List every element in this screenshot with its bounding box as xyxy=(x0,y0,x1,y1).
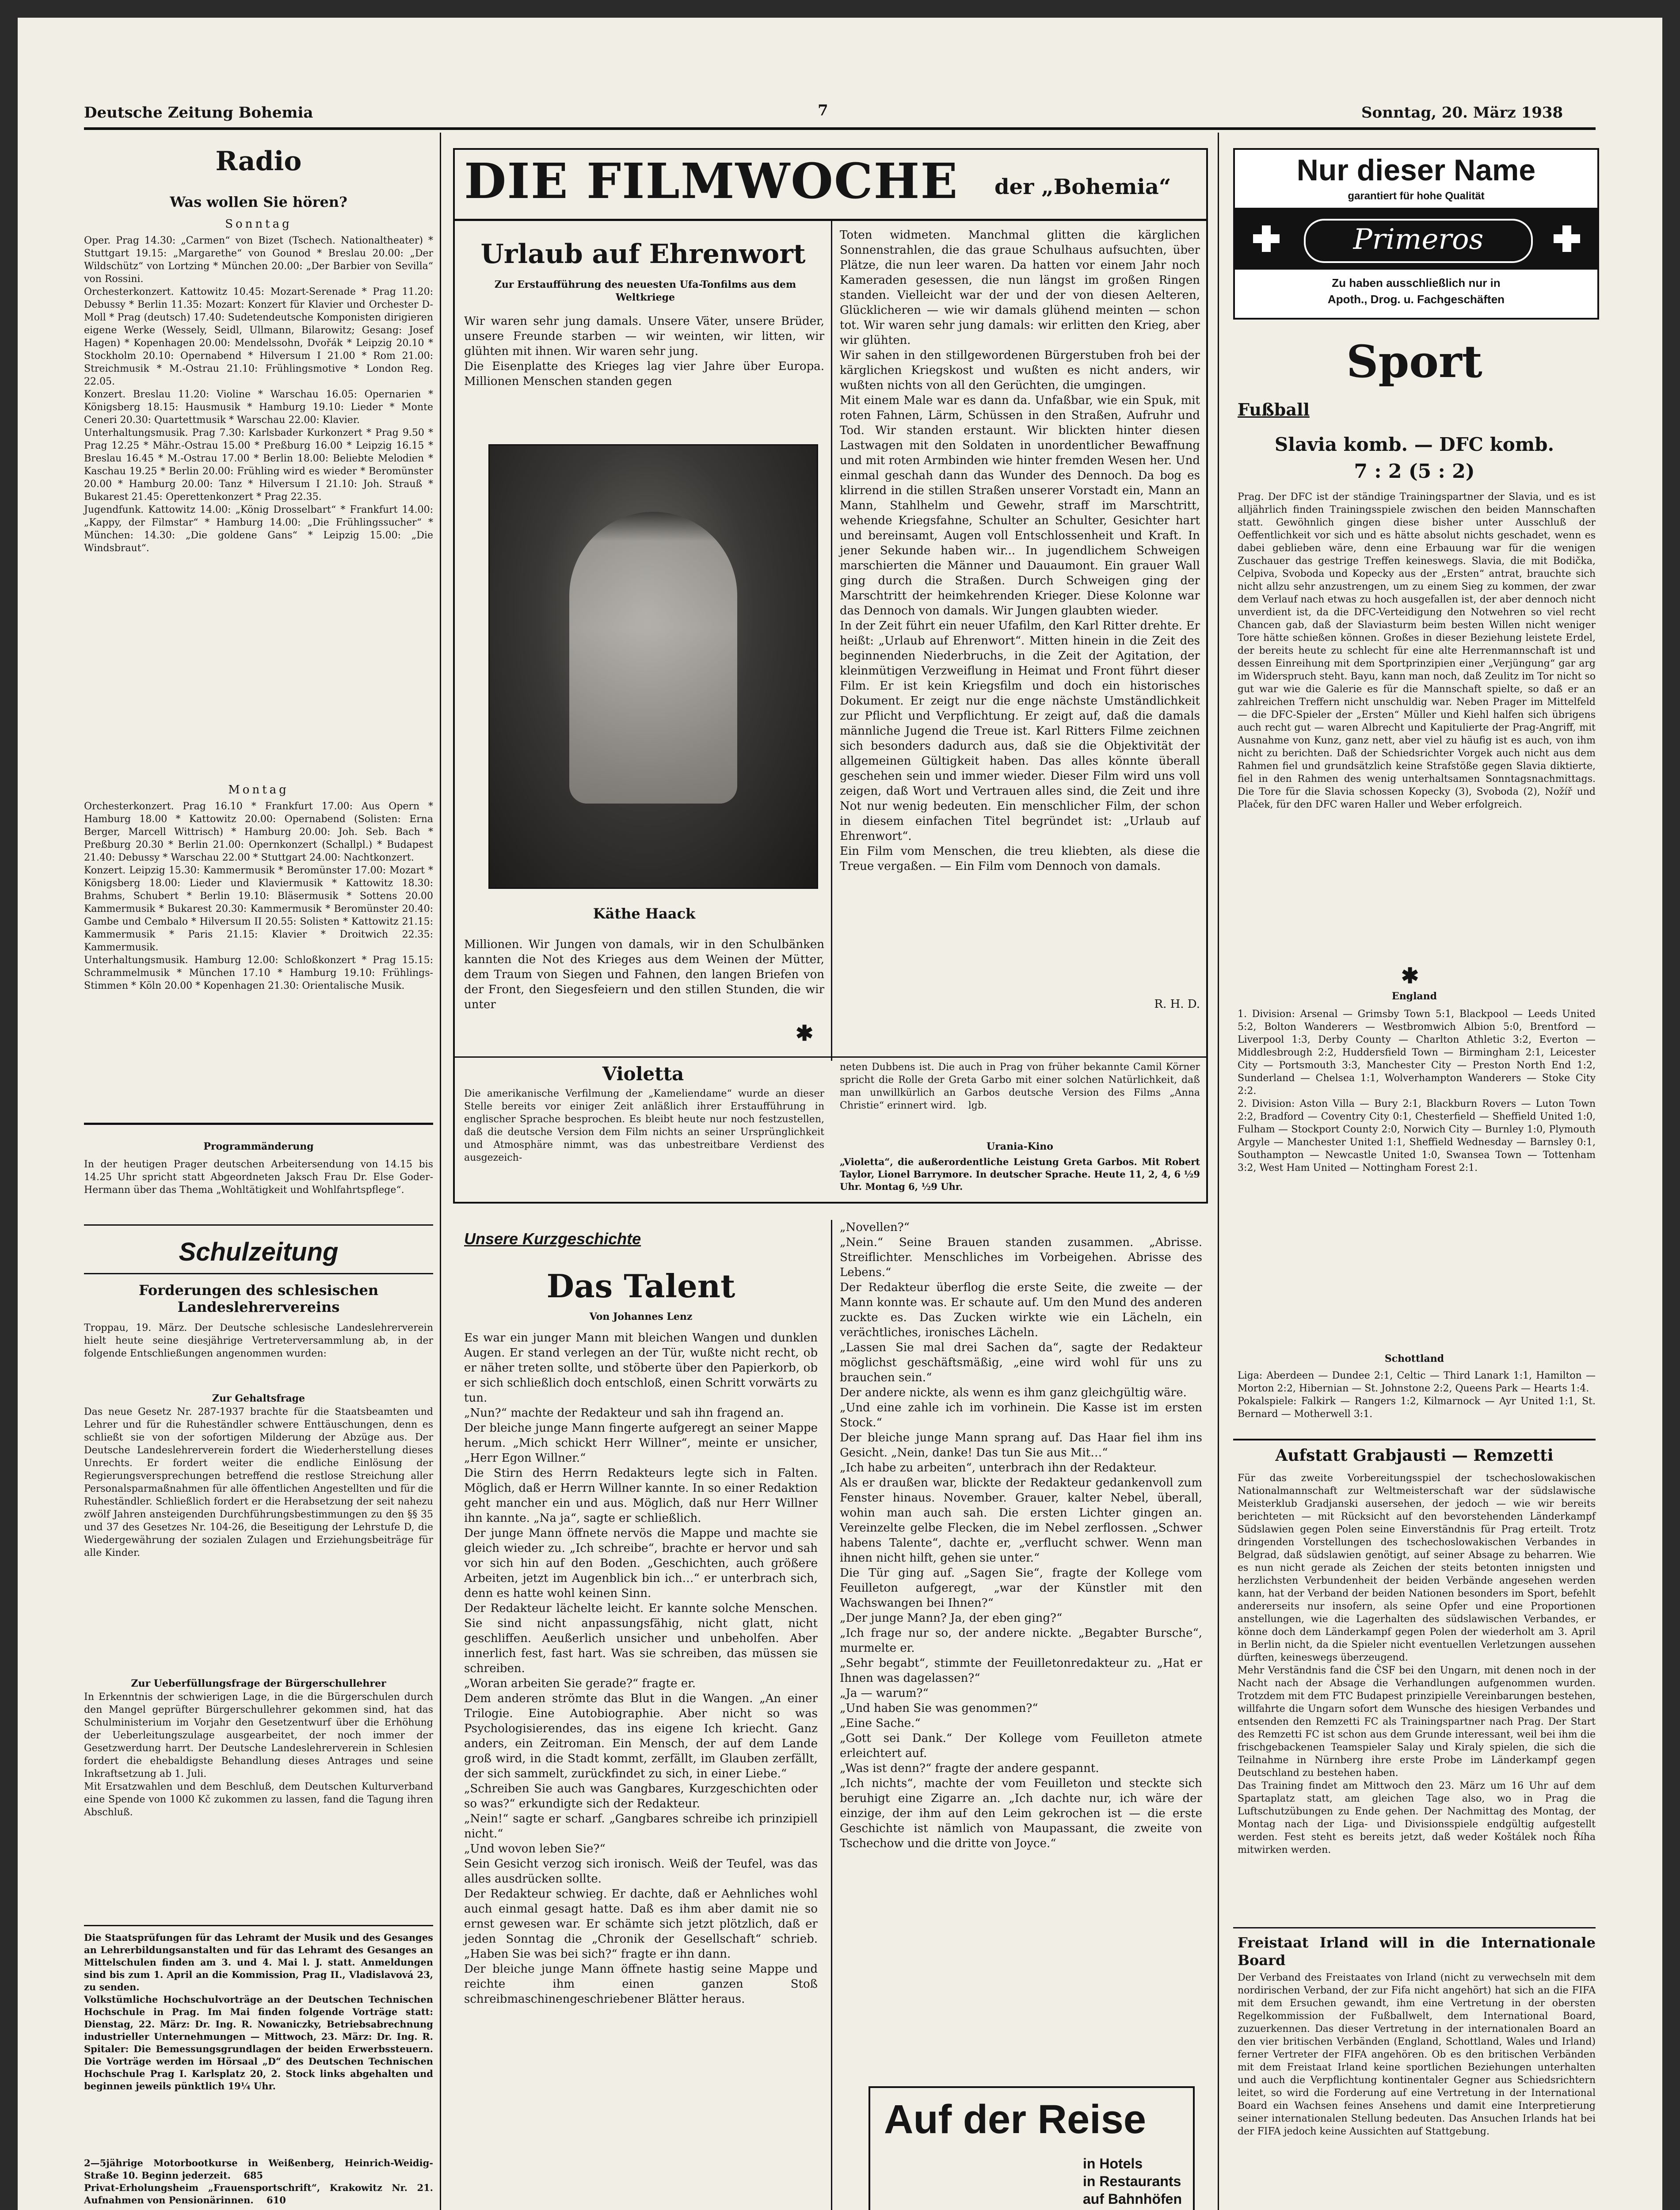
film-article-subtitle: Zur Erstaufführung des neuesten Ufa-Tonfilms aus dem Weltkriege xyxy=(494,279,800,303)
masthead-rule xyxy=(84,127,1596,130)
filmwoche-title-suffix: der „Bohemia“ xyxy=(994,175,1171,199)
story-title: Das Talent xyxy=(546,1267,735,1305)
story-text: Es war ein junger Mann mit bleichen Wangen und dunklen Augen. Er stand verlegen an der Tür, wußte nicht recht, ob er näher treten sollte, und stöberte über den Papierkorb, ob er sich schließlich doch entschloß, einen Schritt vorwärts zu tun. „Nun?“ machte der Redakteur und sah ihn fragend an. Der bleiche junge Mann fingerte aufgeregt an seiner Mappe herum. „Mich schickt Herr Willner“, meinte er unsicher, „Herr Egon Willner.“ Die Stirn des Herrn Redakteurs legte sich in Falten. Möglich, daß er Herrn Willner kannte. In so einer Redaktion geht mancher ein und aus. Möglich, daß nur Herr Willner ihn kannte. „Na ja“, sagte er schließlich. Der junge Mann öffnete nervös die Mappe und machte sie gleich wieder zu. „Ich schreibe“, brachte er hervor und sah vor sich hin auf den Boden. „Geschichten, auch größere Arbeiten, jetzt im Augenblick bin ich…“ er unterbrach sich, denn es hatte wohl keinen Sinn. Der Redakteur lächelte leicht. Er kannte solche Menschen. Sie sind nicht anpassungsfähig, nicht glatt, nicht geschliffen. Aeußerlich unsicher und unbeholfen. Aber innerlich fest, fast hart. Was sie schreiben, das müssen sie schreiben. „Woran arbeiten Sie gerade?“ fragte er. Dem anderen strömte das Blut in die Wangen. „An einer Trilogie. Eine Autobiographie. Aber nicht so was Psychologisierendes, das ins eigene Ich kriecht. Ganz anders, ein Zeitroman. Ein Mensch, der auf dem Lande groß wird, in die Stadt kommt, zerfällt, im Glauben zerfällt, der sich sammelt, zurückfindet zu sich, in einer Liebe.“ „Schreiben Sie auch was Gangbares, Kurzgeschichten oder so was?“ erkundigte sich der Redakteur. „Nein!“ sagte er scharf. „Gangbares schreibe ich prinzipiell nicht.“ „Und wovon leben Sie?“ Sein Gesicht verzog sich ironisch. Weiß der Teufel, was das alles ausdrücken sollte. Der Redakteur schwieg. Er dachte, daß er Aehnliches wohl auch einmal gesagt hatte. Daß es ihm aber damit nie so ernst gewesen war. Er schämte sich jetzt plötzlich, daß er jeden Sonntag die „Chronik der Gesellschaft“ schrieb. „Haben Sie was bei sich?“ fragte er ihn dann. Der bleiche junge Mann öffnete hastig seine Mappe und reichte ihm einen ganzen Stoß schreibmaschinengeschriebener Blätter heraus. xyxy=(464,1331,818,2006)
school-subtitle: Forderungen des schlesischen Landeslehrervereins xyxy=(138,1282,384,1315)
england-results: 1. Division: Arsenal — Grimsby Town 5:1, Blackpool — Leeds United 5:2, Bolton Wanderers — Westbromwich Albion 5:0, Brentford — Liverpool 1:3, Derby County — Charlton Athletic 3:2, Everton — Middlesbrough 2:2, Huddersfield Town — Birmingham 2:1, Leicester City — Portsmouth 3:3, Manchester City — Preston North End 1:2, Sunderland — Chelsea 1:1, Wolverhampton Wanderers — Stoke City 2:2. 2. Division: Aston Villa — Bury 2:1, Blackburn Rovers — Luton Town 2:2, Bradford — Coventry City 0:1, Chesterfield — Sheffield United 1:0, Fulham — Stockport County 2:0, Norwich City — Burnley 1:0, Plymouth Argyle — Manchester United 1:1, Sheffield Wednesday — Barnsley 0:1, Southampton — Newcastle United 1:0, Swansea Town — Tottenham 3:2, West Ham United — Nottingham Forest 2:1. xyxy=(1238,1009,1596,1174)
masthead-paper-name: Deutsche Zeitung Bohemia xyxy=(84,104,313,122)
school-intro: Troppau, 19. März. Der Deutsche schlesische Landeslehrerverein hielt heute seine diesjährige Vertreterversammlung ab, in der folgende Entschließungen angenommen wurden: xyxy=(84,1322,436,1359)
match-score: 7 : 2 (5 : 2) xyxy=(1354,460,1475,483)
column-rule xyxy=(1218,133,1219,2210)
remzetti-title: Aufstatt Grabjausti — Remzetti xyxy=(1275,1446,1554,1465)
primeros-ad-foot: Apoth., Drog. u. Fachgeschäften xyxy=(1327,293,1505,306)
scotland-title: Schottland xyxy=(1384,1353,1444,1364)
school-section-text: In Erkenntnis der schwierigen Lage, in die die Bürgerschulen durch den Mangel geprüfter Bürgerschullehrer gekommen sind, hat das Schulministerium im Vorjahr den Gesetzentwurf über die Erhöhung der Ueberleitungszulage ausgearbeitet, der noch immer der Gesetzwerdung harrt. Der Deutsche Landeslehrerverein in Schlesien fordert die ehebaldigste Behandlung dieses Antrages und seine Inkraftsetzung ab 1. Juli. Mit Ersatzwahlen und dem Beschluß, dem Deutschen Kulturverband eine Spende von 1000 Kč zukommen zu lassen, fand die Tagung ihren Abschluß. xyxy=(84,1692,433,1818)
violetta-title: Violetta xyxy=(602,1063,684,1085)
newspaper-page xyxy=(18,18,1662,2210)
school-section-text: Das neue Gesetz Nr. 287-1937 brachte für die Staatsbeamten und Lehrer und für die Ruheständler schwere Enttäuschungen, denn es schließt sie von der sofortigen Milderung der Abzüge aus. Der Deutsche Landeslehrerverein fordert die Wiederherstellung dieses Unrechts. Er fordert weiter die endliche Einlösung der Regierungsversprechungen betreffend die restlose Streichung aller Personalsparmaßnahmen für alle öffentlichen Angestellten und für die Ruheständler. Schließlich fordert er die Herabsetzung der seit nahezu zwölf Jahren ansteigenden Durchführungsbestimmungen zu den §§ 35 und 37 des Gesetzes Nr. 104-26, die Beseitigung der Lehrstufe D, die Wiedergewährung der sozialen Zulagen und Erziehungsbeiträge für alle Kinder. xyxy=(84,1406,436,1558)
school-ads: 2—5jährige Motorbootkurse in Weißenberg, Heinrich-Weidig-Straße 10. Beginn jederzeit. 685 Privat-Erholungsheim „Frauensportschrift“, Krakowitz Nr. 21. Aufnahmen von Pensionärinnen. 610 xyxy=(84,2157,433,2206)
radio-title: Radio xyxy=(215,146,302,177)
story-column-rule xyxy=(831,1220,832,2210)
column-rule xyxy=(440,133,441,2210)
reise-ad-line: in Hotels xyxy=(1083,2156,1143,2172)
film-article-text: Toten widmeten. Manchmal glitten die kärglichen Sonnenstrahlen, die das graue Schulhaus aufsuchten, über Plätze, die nun leer waren. Da hatten vor einem Jahr noch Kameraden gesessen, die nun längst im großen Ringen standen. Vielleicht war der und der von diesen Aelteren, Glücklicheren — wie wir damals glühend meinten — schon tot. Wir waren sehr jung damals: wir erlitten den Krieg, aber wir glühten. Wir sahen in den stillgewordenen Bürgerstuben froh bei der kärglichen Kriegskost und wußten es nicht anders, wir wußten nichts von all den Gerüchten, die umgingen. Mit einem Male war es dann da. Unfaßbar, wie ein Spuk, mit roten Fahnen, Lärm, Schüssen in den Straßen, Aufruhr und Tod. Wir standen erstaunt. Wir blickten hinter diesen Lastwagen mit den Soldaten in unordentlicher Bewaffnung und mit roten Armbinden wie hinter fremden Wesen her. Und einmal geschah dann das Wunder des Dennoch. Da bog es klirrend in die stillen Straßen unserer Vorstadt ein, Mann an Mann, Stahlhelm und Gewehr, straff im Marschtritt, wehende Kriegsfahne, Schulter an Schulter, Gesichter hart und bereinsamt, Augen voll Entschlossenheit und Kraft. In jener Sekunde haben wir... In jugendlichem Schweigen marschierten die Männer und Dauaumont. Ein grauer Wall ging durch die Straßen. Durch Schweigen ging der Marschtritt der heimkehrenden Krieger. Diese Kolonne war das Dennoch von damals. Wir Jungen glaubten wieder. In der Zeit führt ein neuer Ufafilm, den Karl Ritter drehte. Er heißt: „Urlaub auf Ehrenwort“. Mitten hinein in die Zeit des beginnenden Niederbruchs, in die Zeit der Agitation, der kleinmütigen Verzweiflung in Heimat und Front führt dieser Film. Er ist kein Kriegsfilm und doch ein historisches Dokument. Er zeigt nur die enge nächste Umständlichkeit zur Pflicht und Verpflichtung. Er zeigt auf, daß die damals männliche Jugend die Treue ist. Karl Ritters Filme zeichnen sich besonders dadurch aus, daß sie die Objektivität der allgemeinen Gültigkeit haben. Das alles könnte überall geschehen sein und immer wieder. Dieser Film wird uns voll zeigen, daß Wort und Vertrauen alles sind, die Zeit und ihre Not nur wenig bedeuten. Ein menschlicher Film, der schon in diesem einfachen Titel begründet ist: „Urlaub auf Ehrenwort“. Ein Film vom Menschen, die treu kliebten, als diese die Treue vergaßen. — Ein Film vom Dennoch von damals. xyxy=(840,229,1200,873)
radio-day-monday: Montag xyxy=(228,783,289,796)
asterisk-divider-icon: ✱ xyxy=(796,1021,814,1046)
filmwoche-title: DIE FILMWOCHE xyxy=(464,152,959,210)
violetta-text: Die amerikanische Verfilmung der „Kameliendame“ wurde an dieser Stelle bereits vor einiger Zeit anläßlich ihrer Erstaufführung in englischer Sprache besprochen. Es bleibt heute nur noch festzustellen, daß die deutsche Version dem Film nichts an seiner Ursprünglichkeit und Atmosphäre nimmt, was das unbestreitbare Verdienst des ausgezeich- xyxy=(464,1088,827,1163)
ireland-text: Der Verband des Freistaates von Irland (nicht zu verwechseln mit dem nordirischen Verband, der zur Fifa nicht angehört) hat sich an die FIFA mit dem Ersuchen gewandt, ihm eine Vertretung in der obersten Regelkommission der Fußballwelt, dem International Board, zuzuerkennen. Das dieser Vertretung in der internationalen Board an den vier britischen Verbänden (England, Schottland, Wales und Irland) ferner Vertreter der FIFA angehören. Ob es den britischen Verbänden mit dem Freistaat Irland keine sportlichen Beziehungen unterhalten und auch die Verpflichtung kontinentaler Gegner aus Schiedsrichtern leitet, so wird die Forderung auf eine Vertretung in der International Board ein Wachsen feines Ansehens und damit eine Interpretierung seiner internationalen Stellung bedeuten. Das Ansuchen Irlands hat bei der FIFA jedoch keine Aussichten auf Stattgebung. xyxy=(1238,1972,1599,2137)
radio-sunday-listing: Oper. Prag 14.30: „Carmen“ von Bizet (Tschech. Nationaltheater) * Stuttgart 19.15: „Margarethe“ von Gounod * Breslau 20.00: „Der Wildschütz“ von Lortzing * München 20.00: „Der Barbier von Sevilla“ von Rossini. Orchesterkonzert. Kattowitz 10.45: Mozart-Serenade * Prag 11.20: Debussy * Berlin 11.35: Mozart: Konzert für Klavier und Orchester D-Moll * Prag (deutsch) 17.40: Sudetendeutsche Komponisten dirigieren eigene Werke (Wessely, Seidl, Ullmann, Bilarowitz; Gesang: Josef Hagen) * Kopenhagen 20.00: Mendelssohn, Dvořák * Leipzig 20.10 * Stockholm 20.10: Opernabend * Hilversum I 21.00 * Rom 21.00: Streichmusik * M.-Ostrau 21.10: Frühlingsmotive * London Reg. 22.05. Konzert. Breslau 11.20: Violine * Warschau 16.05: Opernarien * Königsberg 18.15: Hausmusik * Hamburg 19.10: Lieder * Monte Ceneri 20.30: Quartettmusik * Warschau 22.00: Klavier. Unterhaltungsmusik. Prag 7.30: Karlsbader Kurkonzert * Prag 9.50 * Prag 12.25 * Mähr.-Ostrau 15.00 * Preßburg 16.00 * Leipzig 16.15 * Breslau 16.45 * M.-Ostrau 17.00 * Berlin 18.00: Beliebte Melodien * Kaschau 19.25 * Berlin 20.00: Frühling wird es wieder * Beromünster 20.00 * Hamburg 20.00: Tanz * Hilversum I 21.10: Joh. Strauß * Bukarest 21.45: Operettenkonzert * Prag 22.35. Jugendfunk. Kattowitz 14.00: „König Drosselbart“ * Frankfurt 14.00: „Kappy, der Filmstar“ * Hamburg 14.00: „Die Frühlingssucher“ * München: 14.30: „Die goldene Gans“ * Leipzig 15.00: „Die Windsbraut“. xyxy=(84,235,433,554)
primeros-ad-headline: Nur dieser Name xyxy=(1296,153,1536,187)
film-article-text: Wir waren sehr jung damals. Unsere Väter, unsere Brüder, unsere Freunde starben — wir weinten, wir litten, wir glühten mit ihnen. Wir waren sehr jung. Die Eisenplatte des Krieges lag vier Jahre über Europa. Millionen Menschen standen gegen xyxy=(464,315,824,388)
kaethe-haack-photo xyxy=(488,444,818,889)
program-change-text: In der heutigen Prager deutschen Arbeitersendung von 14.15 bis 14.25 Uhr spricht statt Abgeordneten Jaksch Frau Dr. Else Goder-Hermann über das Thema „Wohltätigkeit und Wohlfahrtspflege“. xyxy=(84,1159,436,1196)
school-notes: Die Staatsprüfungen für das Lehramt der Musik und des Gesanges an Lehrerbildungsanstalten und für das Lehramt des Gesanges an Mittelschulen finden am 3. und 4. Mai l. J. statt. Anmeldungen sind bis zum 1. April an die Kommission, Prag II., Vladislavová 23, zu senden. Volkstümliche Hochschulvorträge an der Deutschen Technischen Hochschule in Prag. Im Mai finden folgende Vorträge statt: Dienstag, 22. März: Dr. Ing. R. Nowaniczky, Betriebsabrechnung industrieller Unternehmungen — Mittwoch, 23. März: Dr. Ing. R. Spitaler: Die Bemessungsgrundlagen der beiden Erwerbssteuern. Die Vorträge werden im Hörsaal „D“ des Deutschen Technischen Hochschule Prag I. Karlsplatz 20, 2. Stock links abgehalten und beginnen jeweils pünktlich 19¼ Uhr. xyxy=(84,1932,433,2092)
radio-day-sunday: Sonntag xyxy=(225,217,292,231)
ireland-title: Freistaat Irland will in die Internationale Board xyxy=(1238,1934,1601,1969)
filmwoche-rule xyxy=(453,219,1208,221)
urania-text: „Violetta“, die außerordentliche Leistung Greta Garbos. Mit Robert Taylor, Lionel Barrymore. In deutscher Sprache. Heute 11, 2, 4, 6 ½9 Uhr. Montag 6, ½9 Uhr. xyxy=(840,1156,1204,1192)
section-rule xyxy=(84,1224,433,1226)
school-section-title: Zur Gehaltsfrage xyxy=(212,1393,305,1404)
violetta-text: neten Dubbens ist. Die auch in Prag von früher bekannte Camil Körner spricht die Rolle der Greta Garbo mit einer solchen Natürlichkeit, daß man unwillkürlich an Garbos deutsche Version des Films „Anna Christie“ erinnert wird. lgb. xyxy=(840,1062,1203,1111)
section-rule xyxy=(1233,1439,1596,1440)
program-change-title: Programmänderung xyxy=(203,1141,314,1152)
section-rule xyxy=(84,1273,433,1274)
section-rule xyxy=(1233,1927,1596,1928)
school-section-title: Zur Ueberfüllungsfrage der Bürgerschullehrer xyxy=(131,1678,386,1689)
film-article-text: Millionen. Wir Jungen von damals, wir in den Schulbänken kannten die Not des Krieges aus dem Weinen der Mütter, dem Traum von Siegen und Fahnen, den langen Briefen von der Front, den Siegesfeiern und den stillen Stunden, die wir unter xyxy=(464,938,828,1011)
primeros-ad-foot: Zu haben ausschließlich nur in xyxy=(1332,276,1501,290)
match-report: Prag. Der DFC ist der ständige Trainingspartner der Slavia, und es ist alljährlich finden Trainingsspiele zwischen den beiden Mannschaften statt. Gewöhnlich gingen diese bisher unter Ausschluß der Oeffentlichkeit vor sich und es hätte absolut nichts geschadet, wenn es dabei geblieben wäre, denn eine Erbauung war für die wenigen Zuschauer das gestrige Treffen keineswegs. Slavia, die mit Bodička, Celpiva, Svoboda und Kopecky aus der „Ersten“ antrat, brauchte sich nicht allzu sehr anzustrengen, um zu einem Sieg zu kommen, der zwar dem Verlauf nach etwas zu hoch ausgefallen ist, der aber dennoch nicht unverdient ist, da die DFC-Verteidigung den Notwehren so viel recht Chancen gab, daß der Slaviasturm beim besten Willen nicht weniger Tore hätte schießen können. Großes in dieser Beziehung leistete Erdel, der bereits heute zu schlecht für eine alte Herrenmannschaft ist und dessen Einreihung mit dem Sportprinzipien einer „Verjüngung“ gar arg im Widerspruch steht. Bayu, kann man noch, daß Zeulitz im Tor nicht so gut war wie die Galerie es für die Mannschaft spielte, so daß er an zahlreichen Treffern nicht unschuldig war. Neben Prager im Mittelfeld — die DFC-Spieler der „Ersten“ Müller und Kiehl halfen sich übrigens auch recht gut — waren Albrecht und Kapitulierte der Prag-Angriff, mit Ausnahme von Kunz, ganz nett, aber viel zu häufig ist es auch, von ihm nicht zu berichten. Daß der Schiedsrichter Vorgek auch nicht aus dem Rahmen fiel und grundsätzlich keine Strafstöße gegen Slavia diktierte, fiel in den Rahmen des wenig unterhaltsamen Sonntagsnachmittags. Die Tore für die Slavia schossen Kopecky (3), Svoboda (2), Nožíř und Plaček, für den DFC waren Haller und Weber erfolgreich. xyxy=(1238,492,1599,810)
story-author: Von Johannes Lenz xyxy=(589,1311,693,1322)
reise-ad-line: auf Bahnhöfen xyxy=(1083,2191,1182,2207)
photo-caption: Käthe Haack xyxy=(593,905,696,922)
remzetti-text: Für das zweite Vorbereitungsspiel der tschechoslowakischen Nationalmannschaft zur Weltmeisterschaft war der südslawische Meisterklub Gradjanski ausersehen, der jedoch — wie wir bereits berichteten — mit Rücksicht auf den bevorstehenden Länderkampf Südslawien gegen Polen seine Einverständnis für Prag erteilt. Trotz dringenden Vorstellungen des tschechoslowakischen Verbandes in Belgrad, daß südslawien genötigt, auf seiner Absage zu beharren. Wie es nun nicht gerade als Zeichen der steits betonten innigsten und herzlichsten Verbundenheit der beiden Verbände angesehen werden kann, hat der Verband der beiden Nationen besonders im Sport, befehlt andererseits nur insofern, als seine Opfer und eine Proportionen anstellungen, wie die Lagerhalten des südslawischen Verbandes, er könne doch dem Länderkampf gegen Polen der wiederholt am 3. April in Berlin nicht, da die Spieler nicht eventuellen Verletzungen aussehen dürften, keineswegs überzeugend. Mehr Verständnis fand die ČSF bei den Ungarn, mit denen noch in der Nacht nach der Absage die Verhandlungen aufgenommen wurden. Trotzdem mit dem FTC Budapest prinzipielle Vereinbarungen bestehen, willfahrte die Ungarn sofort dem Wunsche des hiesigen Verbandes und entsenden den Remzetti FC als Trainingspartner nach Prag. Der Start des Remzetti FC ist schon aus dem Grunde interessant, weil bei ihm die frischgebackenen Teamspieler Salay und Kiraly spielen, die sich die Teilnahme in Nürnberg ihre erste Probe im Länderkampf gegen Deutschland zu bestehen haben. Das Training findet am Mittwoch den 23. März um 16 Uhr auf dem Spartaplatz statt, am gleichen Tage also, wo in Prag die Luftschutzübungen zu Ende gehen. Der Nachmittag des Montag, der Montag nach der Liga- und Divisionsspiele endgültig aufgestellt werden. Fest steht es bereits jetzt, daß weder Koštálek noch Říha mitwirken werden. xyxy=(1238,1473,1596,1856)
cross-icon xyxy=(1551,223,1582,254)
cross-icon xyxy=(1251,223,1282,254)
school-title: Schulzeitung xyxy=(179,1238,339,1266)
section-rule xyxy=(84,1925,433,1926)
masthead-date: Sonntag, 20. März 1938 xyxy=(1361,104,1563,122)
reise-ad-title: Auf der Reise xyxy=(884,2097,1147,2142)
film-article-signature: R. H. D. xyxy=(1154,998,1200,1011)
story-text: „Novellen?“ „Nein.“ Seine Brauen standen zusammen. „Abrisse. Streiflichter. Menschliches im Vorbeigehen. Abrisse des Lebens.“ Der Redakteur überflog die erste Seite, die zweite — der Mann konnte was. Er schaute auf. Um den Mund des anderen zuckte es. Das Zucken wirkte wie ein Lächeln, ein verächtliches, ironisches Lächeln. „Lassen Sie mal drei Sachen da“, sagte der Redakteur möglichst geschäftsmäßig, „eine wird wohl für uns zu brauchen sein.“ Der andere nickte, als wenn es ihm ganz gleichgültig wäre. „Und eine zahle ich im vorhinein. Die Kasse ist im ersten Stock.“ Der bleiche junge Mann sprang auf. Das Haar fiel ihm ins Gesicht. „Nein, danke! Das tun Sie aus Mit…“ „Ich habe zu arbeiten“, unterbrach ihn der Redakteur. Als er draußen war, blickte der Redakteur gedankenvoll zum Fenster hinaus. November. Grauer, kalter Nebel, überall, wohin man auch sah. Die ersten Lichter gingen an. Vereinzelte gelbe Flecken, die im Nebel zerflossen. „Schwer habens Talente“, dachte er, „verflucht schwer. Wenn man ihnen nicht hilft, gehen sie unter.“ Die Tür ging auf. „Sagen Sie“, fragte der Kollege vom Feuilleton aufgeregt, „war der Künstler mit den Wachswangen bei Ihnen?“ „Der junge Mann? Ja, der eben ging?“ „Ich frage nur so, der andere nickte. „Begabter Bursche“, murmelte er. „Sehr begabt“, stimmte der Feuilletonredakteur zu. „Hat er Ihnen was dagelassen?“ „Ja — warum?“ „Und haben Sie was genommen?“ „Eine Sache.“ „Gott sei Dank.“ Der Kollege vom Feuilleton atmete erleichtert auf. „Was ist denn?“ fragte der andere gespannt. „Ich nichts“, machte der vom Feuilleton und steckte sich beruhigt eine Zigarre an. „Ich dachte nur, ich wäre der einzige, der ihm auf den Leim gekrochen ist — die erste Geschichte ist nämlich von Maupassant, die zweite von Tschechow und die dritte von Joyce.“ xyxy=(840,1221,1202,1850)
masthead-page-number: 7 xyxy=(818,102,828,119)
filmwoche-rule xyxy=(453,1056,1208,1058)
scotland-results: Liga: Aberdeen — Dundee 2:1, Celtic — Third Lanark 1:1, Hamilton — Morton 2:2, Hibernian — St. Johnstone 2:2, Queens Park — Hearts 1:4. Pokalspiele: Falkirk — Rangers 1:2, Kilmarnock — Ayr United 1:1, St. Bernard — Motherwell 3:1. xyxy=(1238,1370,1596,1420)
england-title: England xyxy=(1391,991,1437,1002)
filmwoche-column-rule xyxy=(831,221,832,1061)
urania-title: Urania-Kino xyxy=(987,1141,1053,1152)
portrait-figure xyxy=(569,512,737,804)
primeros-brand: Primeros xyxy=(1353,223,1484,256)
reise-ad-line: in Restaurants xyxy=(1083,2173,1181,2189)
radio-subtitle: Was wollen Sie hören? xyxy=(170,194,347,210)
sport-fussball: Fußball xyxy=(1238,400,1310,419)
story-section-title: Unsere Kurzgeschichte xyxy=(464,1230,641,1248)
radio-monday-listing: Orchesterkonzert. Prag 16.10 * Frankfurt 17.00: Aus Opern * Hamburg 18.00 * Kattowitz 20.00: Opernabend (Solisten: Erna Berger, Marcell Wittrisch) * Hamburg 20.00: Joh. Seb. Bach * Preßburg 20.30 * Berlin 21.00: Opernkonzert (Schallpl.) * Budapest 21.40: Debussy * Warschau 22.00 * Stuttgart 24.00: Nachtkonzert. Konzert. Leipzig 15.30: Kammermusik * Beromünster 17.00: Mozart * Königsberg 18.00: Lieder und Klaviermusik * Kattowitz 18.30: Brahms, Schubert * Berlin 19.10: Bläsermusik * Sottens 20.00 Kammermusik * Bukarest 20.30: Kammermusik * Beromünster 20.40: Gambe und Cembalo * Hilversum II 20.55: Solisten * Kattowitz 21.15: Kammermusik * Paris 21.15: Klavier * Droitwich 22.35: Kammermusik. Unterhaltungsmusik. Hamburg 12.00: Schloßkonzert * Prag 15.15: Schrammelmusik * München 17.10 * Hamburg 19.10: Frühlings-Stimmen * Köln 20.00 * Kopenhagen 21.30: Orientalische Musik. xyxy=(84,801,433,991)
sport-title: Sport xyxy=(1346,335,1482,388)
section-rule xyxy=(84,1123,433,1125)
film-article-title: Urlaub auf Ehrenwort xyxy=(480,239,806,270)
primeros-ad-sub: garantiert für hohe Qualität xyxy=(1348,190,1485,202)
match-title: Slavia komb. — DFC komb. xyxy=(1274,434,1554,455)
asterisk-divider-icon: ✱ xyxy=(1401,964,1419,988)
